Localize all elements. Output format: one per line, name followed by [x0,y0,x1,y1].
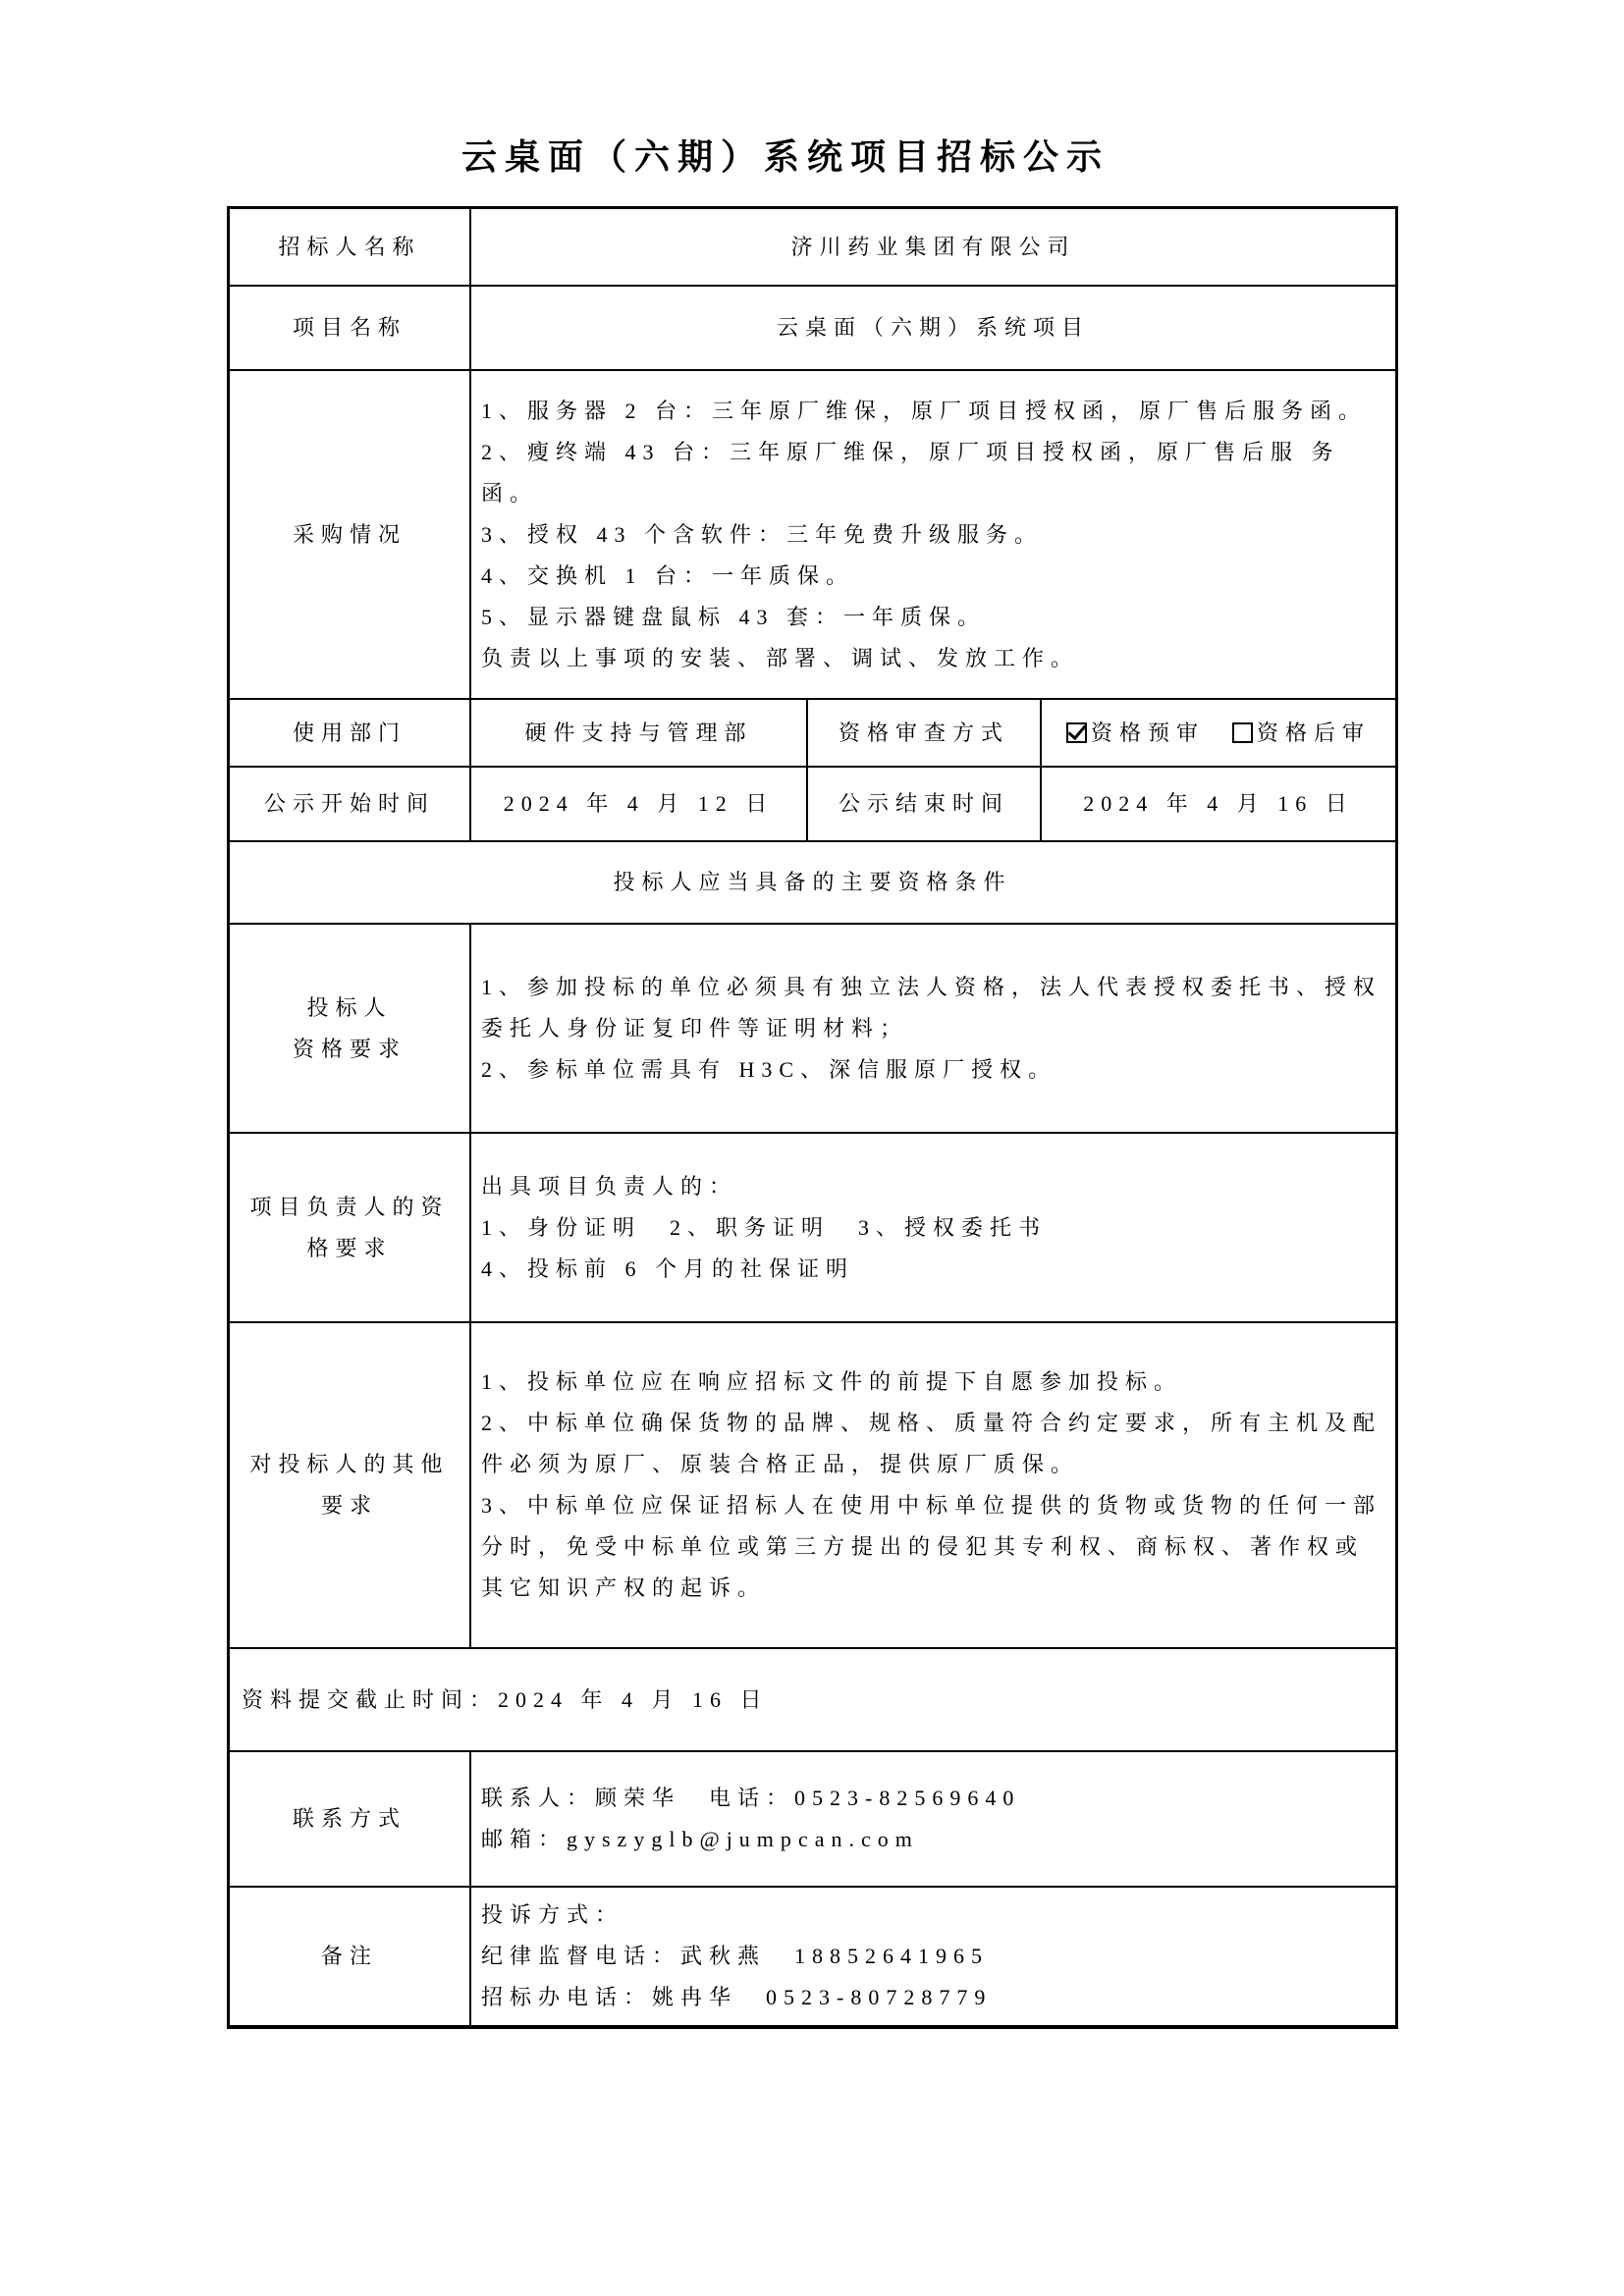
procurement-line: 3、授权 43 个含软件：三年免费升级服务。 [481,521,1044,547]
project-name-value: 云桌面（六期）系统项目 [469,287,1395,369]
other-requirements-label: 对投标人的其他 要求 [249,1452,450,1518]
row-project-name [230,285,1395,369]
other-requirements-line: 2、中标单位确保货物的品牌、规格、质量符合约定要求，所有主机及配件必须为原厂、原装合格正品，提供原厂质保。 [481,1411,1382,1476]
row-remark [230,1886,1395,2025]
manager-qualification-label: 项目负责人的资 格要求 [249,1194,450,1260]
remark-line: 纪律监督电话：武秋燕 18852641965 [481,1944,990,1968]
postqualification-checkbox [1232,722,1253,743]
remark-line: 投诉方式： [481,1902,624,1927]
row-publicity-time [230,766,1395,840]
publicity-end-label: 公示结束时间 [806,768,1040,840]
contact-line: 联系人：顾荣华 电话：0523-82569640 [481,1786,1021,1810]
review-method-value [1040,700,1395,766]
procurement-line: 5、显示器键盘鼠标 43 套：一年质保。 [481,604,987,629]
row-qualification-header [230,840,1395,923]
row-other-requirements [230,1321,1395,1647]
bidder-name-label: 招标人名称 [278,234,421,259]
other-requirements-line: 3、中标单位应保证招标人在使用中标单位提供的货物或货物的任何一部分时，免受中标单位或第三方提出的侵犯其专利权、商标权、著作权或其它知识产权的起诉。 [481,1493,1382,1600]
manager-qualification-line: 出具项目负责人的： [481,1173,738,1199]
qualification-header: 投标人应当具备的主要资格条件 [613,870,1012,894]
remark-content [469,1888,1395,2025]
manager-qualification-content [469,1134,1395,1321]
other-requirements-content [469,1323,1395,1647]
bidder-qualification-line: 1、参加投标的单位必须具有独立法人资格，法人代表授权委托书、授权委托人身份证复印件等证明材料； [481,974,1382,1041]
bidder-qualification-line: 2、参标单位需具有 H3C、深信服原厂授权。 [481,1056,1057,1082]
postqualification-option [1232,713,1371,754]
prequalification-checkbox [1066,722,1087,743]
contact-line: 邮箱：gyszyglb@jumpcan.com [481,1827,919,1851]
prequalification-label: 资格预审 [1090,720,1205,745]
remark-line: 招标办电话：姚冉华 0523-80728779 [481,1985,993,2009]
procurement-line: 1、服务器 2 台：三年原厂维保，原厂项目授权函，原厂售后服务函。 [481,398,1368,423]
row-bidder-name [230,209,1395,285]
remark-label: 备注 [320,1944,378,1968]
prequalification-option [1066,713,1205,754]
manager-qualification-line: 1、身份证明 2、职务证明 3、授权委托书 [481,1214,1048,1240]
department-value: 硬件支持与管理部 [469,700,806,766]
publicity-start-value: 2024 年 4 月 12 日 [469,768,806,840]
manager-qualification-line: 4、投标前 6 个月的社保证明 [481,1255,855,1281]
bidder-qualification-label: 投标人 资格要求 [292,994,406,1061]
row-department-review [230,698,1395,766]
review-method-label: 资格审查方式 [806,700,1040,766]
project-name-label: 项目名称 [292,315,406,340]
deadline-text: 资料提交截止时间：2024 年 4 月 16 日 [242,1686,769,1712]
procurement-content [469,371,1395,698]
row-bidder-qualification [230,923,1395,1132]
row-deadline [230,1647,1395,1750]
bid-announcement-table [227,206,1398,2029]
contact-label: 联系方式 [292,1806,406,1831]
bidder-qualification-content [469,925,1395,1132]
other-requirements-line: 1、投标单位应在响应招标文件的前提下自愿参加投标。 [481,1369,1183,1394]
row-contact [230,1750,1395,1886]
row-manager-qualification [230,1132,1395,1321]
department-label: 使用部门 [292,720,406,745]
contact-content [469,1752,1395,1886]
bidder-name-value: 济川药业集团有限公司 [469,209,1395,285]
publicity-end-value: 2024 年 4 月 16 日 [1040,768,1395,840]
page-title: 云桌面（六期）系统项目招标公示 [460,137,1110,177]
publicity-start-label: 公示开始时间 [263,791,435,816]
row-procurement [230,369,1395,698]
procurement-line: 负责以上事项的安装、部署、调试、发放工作。 [481,645,1080,670]
postqualification-label: 资格后审 [1257,720,1372,745]
procurement-line: 2、瘦终端 43 台：三年原厂维保，原厂项目授权函，原厂售后服 务函。 [481,439,1340,506]
procurement-line: 4、交换机 1 台：一年质保。 [481,562,855,588]
procurement-label: 采购情况 [292,521,406,547]
qualification-review-options [1052,713,1385,754]
